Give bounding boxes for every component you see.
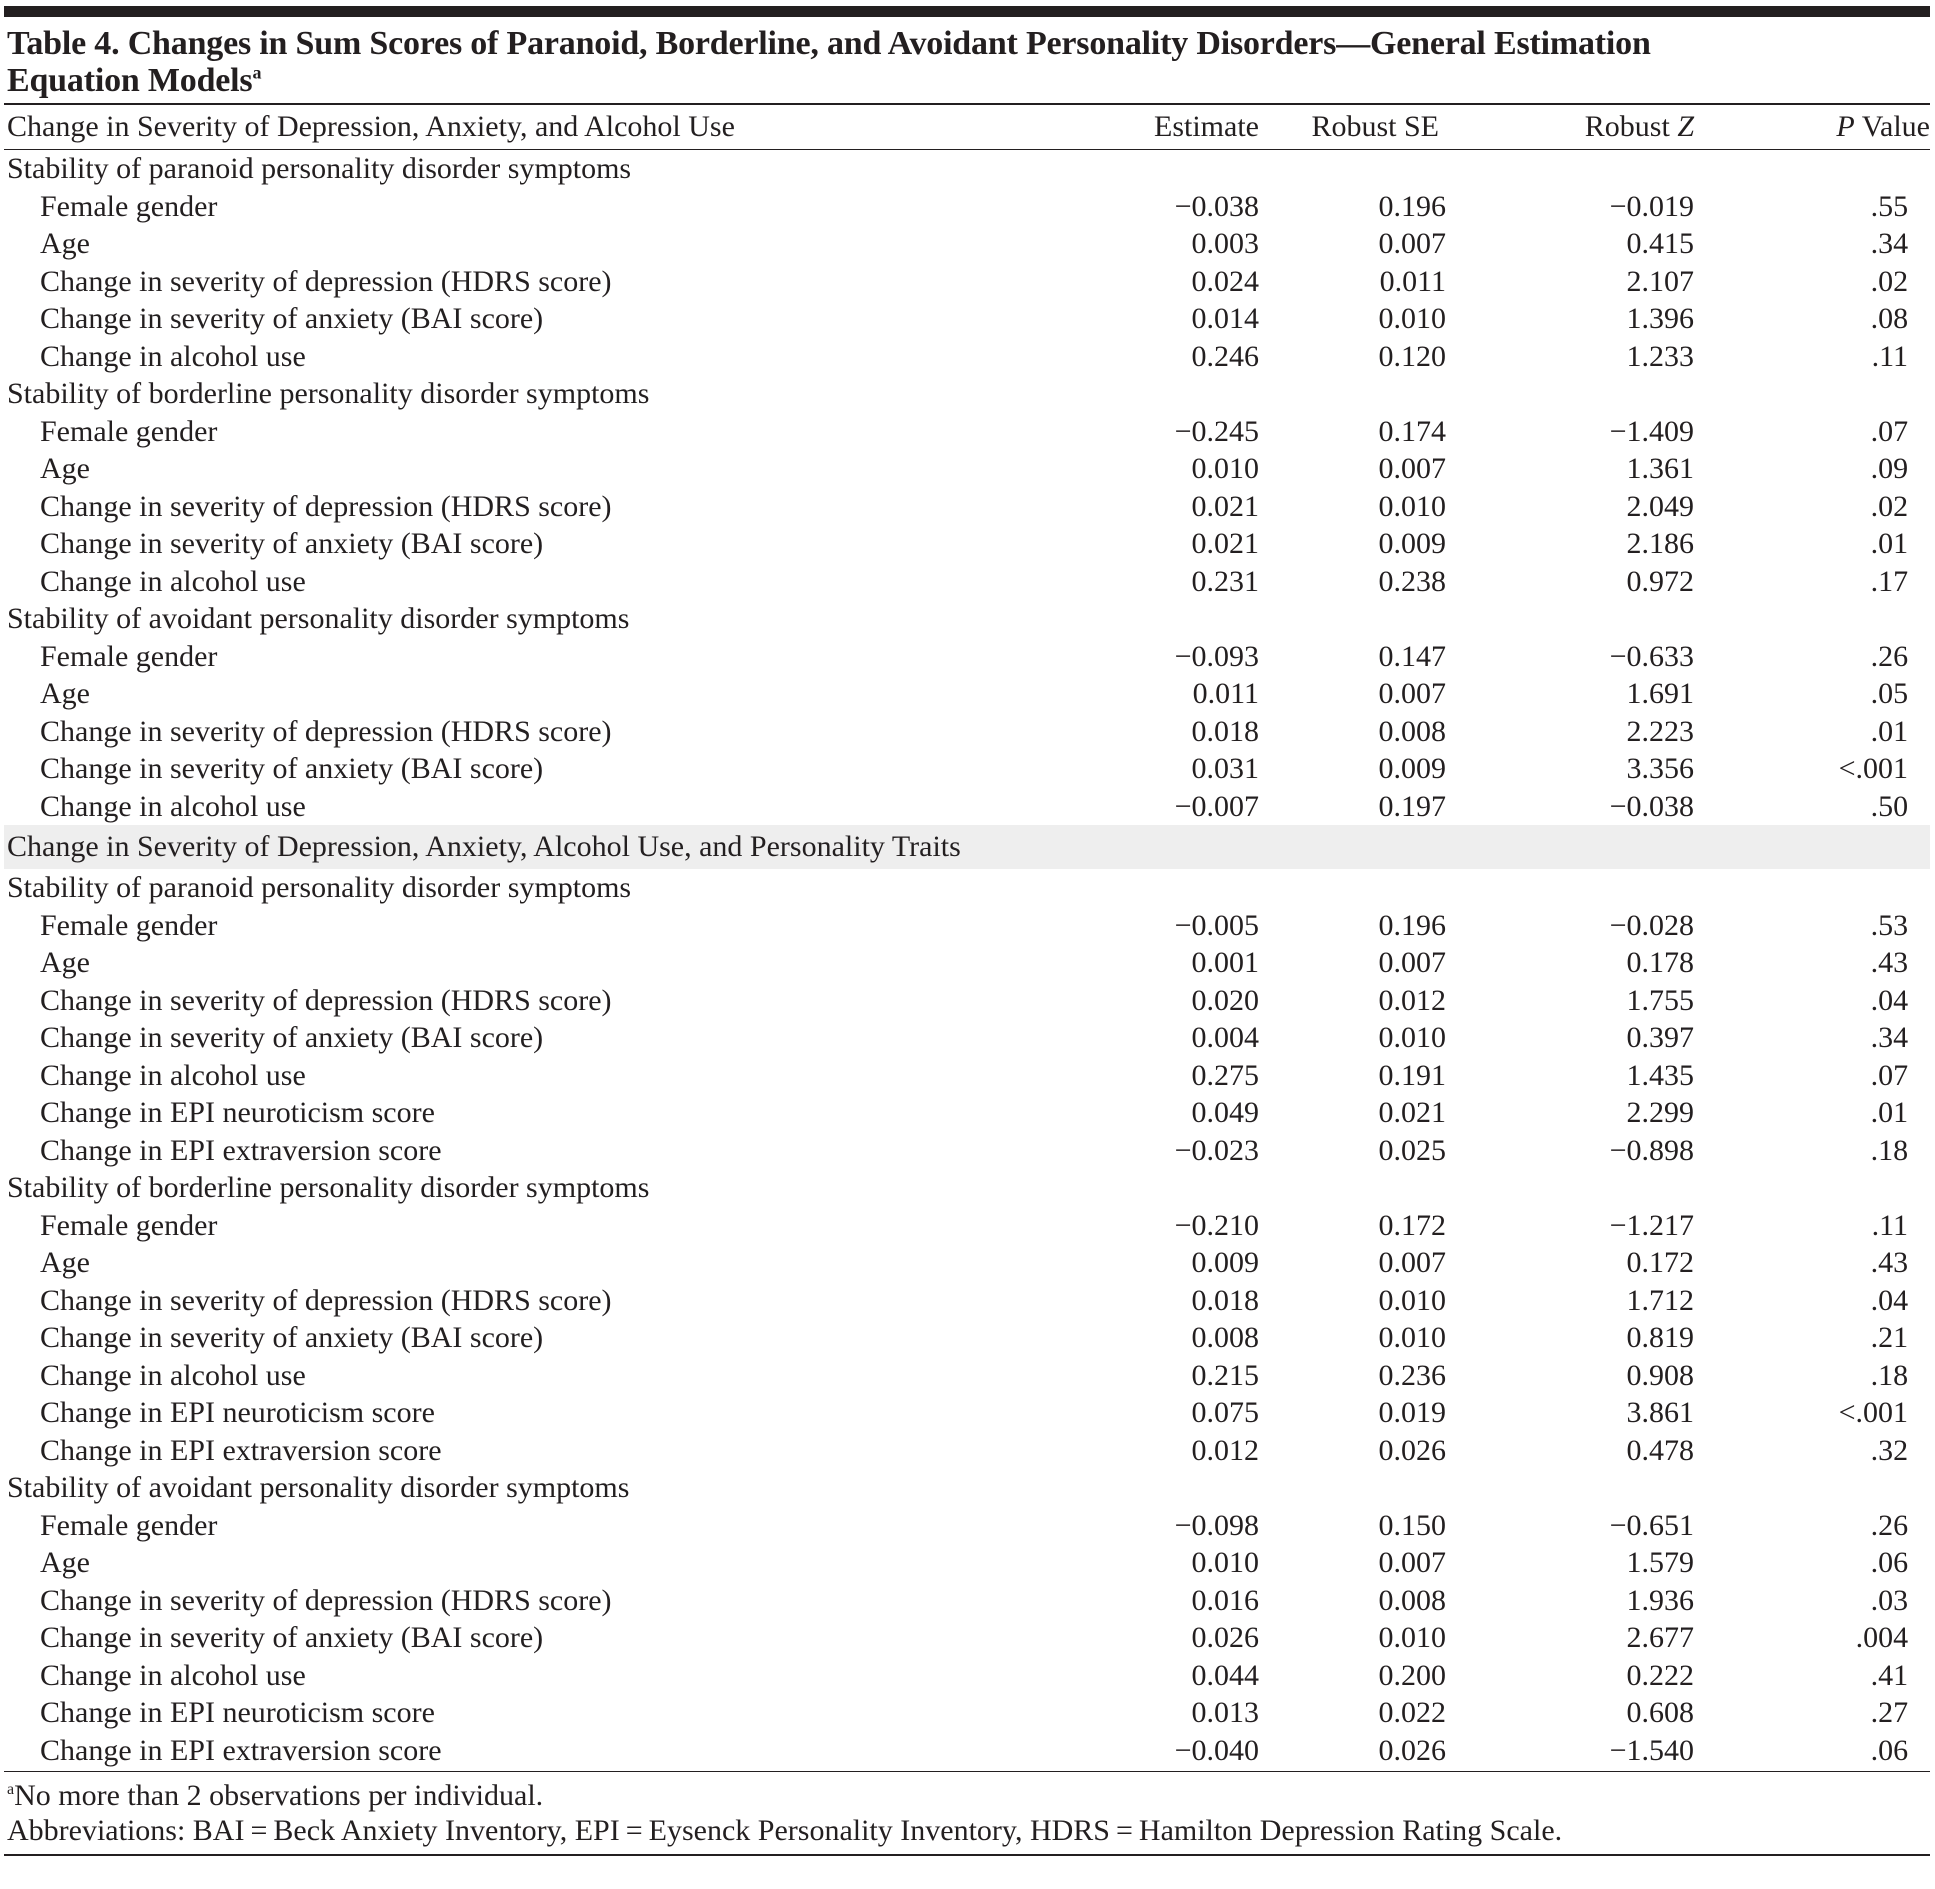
robust-se-cell: 0.200 bbox=[1378, 1658, 1446, 1692]
row-label: Change in alcohol use bbox=[40, 1658, 306, 1692]
estimate-cell: 0.021 bbox=[1191, 527, 1259, 560]
footnote-a: $^a$No more than 2 observations per individual. bbox=[7, 1779, 544, 1812]
robust-se-cell: 0.012 bbox=[1378, 983, 1446, 1017]
table-row bbox=[4, 675, 1930, 713]
robust-z-cell: −1.217 bbox=[1609, 1208, 1694, 1242]
robust-se-cell: 0.196 bbox=[1378, 908, 1446, 942]
estimate-cell: 0.231 bbox=[1191, 564, 1259, 598]
robust-se-cell: 0.007 bbox=[1378, 1546, 1446, 1579]
row-label: Age bbox=[40, 1246, 90, 1279]
estimate-cell: 0.011 bbox=[1192, 677, 1259, 710]
table-row bbox=[4, 788, 1930, 826]
robust-z-cell: 2.049 bbox=[1626, 489, 1694, 523]
p-value-cell: .07 bbox=[1870, 1058, 1909, 1092]
row-label: Female gender bbox=[40, 1208, 218, 1242]
table-row bbox=[4, 1619, 1930, 1657]
p-value-cell: .01 bbox=[1870, 527, 1909, 560]
robust-se-cell: 0.197 bbox=[1378, 789, 1446, 823]
row-label: Change in EPI neuroticism score bbox=[40, 1396, 435, 1429]
robust-z-cell: 0.172 bbox=[1626, 1246, 1694, 1279]
bottom-rule bbox=[4, 1854, 1930, 1856]
row-label: Age bbox=[40, 227, 90, 260]
table-row bbox=[4, 1432, 1930, 1470]
section-title: Stability of borderline personality disorder symptoms bbox=[7, 377, 650, 410]
estimate-cell: 0.246 bbox=[1191, 339, 1259, 373]
p-value-cell: .01 bbox=[1870, 714, 1909, 748]
robust-z-cell: 1.579 bbox=[1626, 1546, 1694, 1579]
robust-se-cell: 0.191 bbox=[1378, 1058, 1446, 1092]
robust-z-cell: −0.019 bbox=[1609, 189, 1694, 223]
p-value-cell: .34 bbox=[1870, 227, 1909, 260]
p-value-cell: .34 bbox=[1870, 1021, 1909, 1054]
estimate-cell: 0.026 bbox=[1191, 1621, 1259, 1654]
p-value-cell: <.001 bbox=[1838, 1396, 1909, 1429]
row-label: Change in severity of anxiety (BAI score) bbox=[40, 527, 544, 560]
column-header-robust-z: Robust Z bbox=[1584, 110, 1694, 143]
footnotes bbox=[7, 1778, 1930, 1848]
title-footnote-marker: a bbox=[252, 62, 262, 83]
table-row bbox=[4, 1244, 1930, 1282]
robust-z-cell: 0.478 bbox=[1626, 1433, 1694, 1467]
robust-z-cell: 3.861 bbox=[1626, 1396, 1694, 1429]
robust-se-cell: 0.008 bbox=[1378, 714, 1446, 748]
table-row bbox=[4, 1394, 1930, 1432]
robust-z-cell: −1.409 bbox=[1609, 414, 1694, 448]
row-label: Female gender bbox=[40, 414, 218, 448]
table-row bbox=[4, 563, 1930, 601]
estimate-cell: 0.075 bbox=[1191, 1396, 1259, 1429]
estimate-cell: 0.018 bbox=[1191, 1283, 1259, 1317]
robust-z-cell: 2.299 bbox=[1626, 1096, 1694, 1129]
robust-se-cell: 0.021 bbox=[1378, 1096, 1446, 1129]
p-value-cell: .26 bbox=[1870, 1508, 1909, 1542]
p-value-cell: .05 bbox=[1870, 677, 1909, 710]
table-row bbox=[4, 188, 1930, 226]
table-figure bbox=[4, 0, 1930, 1856]
table-row bbox=[4, 1582, 1930, 1620]
row-label: Change in alcohol use bbox=[40, 339, 306, 373]
robust-se-cell: 0.025 bbox=[1378, 1133, 1446, 1167]
robust-se-cell: 0.196 bbox=[1378, 189, 1446, 223]
robust-se-cell: 0.172 bbox=[1378, 1208, 1446, 1242]
section-title: Stability of borderline personality disorder symptoms bbox=[7, 1171, 650, 1204]
column-header-row bbox=[4, 105, 1930, 149]
row-label: Change in severity of depression (HDRS score) bbox=[40, 983, 612, 1017]
section-header-row bbox=[4, 600, 1930, 638]
row-label: Change in severity of anxiety (BAI score) bbox=[40, 752, 544, 785]
section-title: Stability of paranoid personality disorder symptoms bbox=[7, 871, 632, 904]
table-row bbox=[4, 300, 1930, 338]
estimate-cell: 0.016 bbox=[1191, 1583, 1259, 1617]
robust-se-cell: 0.120 bbox=[1378, 339, 1446, 373]
p-value-cell: .43 bbox=[1870, 1246, 1909, 1279]
row-label: Change in severity of anxiety (BAI score) bbox=[40, 1321, 544, 1354]
robust-se-cell: 0.010 bbox=[1378, 1321, 1446, 1354]
table-title bbox=[7, 25, 1930, 99]
table-row bbox=[4, 1019, 1930, 1057]
robust-se-cell: 0.147 bbox=[1378, 639, 1446, 673]
robust-z-cell: 0.397 bbox=[1626, 1021, 1694, 1054]
estimate-cell: −0.245 bbox=[1174, 414, 1259, 448]
table-row bbox=[4, 1544, 1930, 1582]
p-value-cell: .07 bbox=[1870, 414, 1909, 448]
p-value-cell: .53 bbox=[1870, 908, 1909, 942]
row-label: Female gender bbox=[40, 1508, 218, 1542]
p-value-cell: .06 bbox=[1870, 1733, 1909, 1767]
table-row bbox=[4, 750, 1930, 788]
estimate-cell: −0.038 bbox=[1174, 189, 1259, 223]
row-label: Change in EPI extraversion score bbox=[40, 1133, 442, 1167]
robust-z-cell: −0.038 bbox=[1609, 789, 1694, 823]
robust-se-cell: 0.007 bbox=[1378, 946, 1446, 979]
table-row bbox=[4, 1694, 1930, 1732]
table-row bbox=[4, 1132, 1930, 1170]
robust-se-cell: 0.007 bbox=[1378, 1246, 1446, 1279]
robust-z-cell: 0.222 bbox=[1626, 1658, 1694, 1692]
estimate-cell: 0.024 bbox=[1191, 264, 1259, 298]
table-row bbox=[4, 450, 1930, 488]
estimate-cell: 0.021 bbox=[1191, 489, 1259, 523]
table-row bbox=[4, 225, 1930, 263]
table-row bbox=[4, 1207, 1930, 1245]
robust-se-cell: 0.009 bbox=[1378, 527, 1446, 560]
table-row bbox=[4, 488, 1930, 526]
p-value-cell: .21 bbox=[1870, 1321, 1909, 1354]
p-value-cell: .04 bbox=[1870, 1283, 1909, 1317]
robust-se-cell: 0.174 bbox=[1378, 414, 1446, 448]
estimate-cell: 0.009 bbox=[1191, 1246, 1259, 1279]
estimate-cell: −0.005 bbox=[1174, 908, 1259, 942]
estimate-cell: 0.215 bbox=[1191, 1358, 1259, 1392]
robust-z-cell: 1.435 bbox=[1626, 1058, 1694, 1092]
robust-se-cell: 0.011 bbox=[1379, 264, 1446, 298]
p-value-cell: .11 bbox=[1871, 1208, 1909, 1242]
section-header-row bbox=[4, 869, 1930, 907]
panel-2-table bbox=[4, 869, 1930, 1769]
p-value-cell: <.001 bbox=[1838, 752, 1909, 785]
estimate-cell: −0.040 bbox=[1174, 1733, 1259, 1767]
row-label: Female gender bbox=[40, 639, 218, 673]
table-row bbox=[4, 263, 1930, 301]
row-label: Change in severity of depression (HDRS score) bbox=[40, 1583, 612, 1617]
robust-z-cell: 2.186 bbox=[1626, 527, 1694, 560]
section-title: Stability of avoidant personality disorder symptoms bbox=[7, 1471, 630, 1504]
estimate-cell: 0.014 bbox=[1191, 302, 1259, 335]
row-label: Change in severity of depression (HDRS score) bbox=[40, 489, 612, 523]
robust-z-cell: 0.819 bbox=[1626, 1321, 1694, 1354]
row-label: Change in severity of anxiety (BAI score) bbox=[40, 1021, 544, 1054]
p-value-cell: .11 bbox=[1871, 339, 1909, 373]
row-label: Change in severity of depression (HDRS score) bbox=[40, 264, 612, 298]
table-row bbox=[4, 525, 1930, 563]
robust-z-cell: 0.972 bbox=[1626, 564, 1694, 598]
robust-z-cell: −0.898 bbox=[1609, 1133, 1694, 1167]
p-value-cell: .08 bbox=[1870, 302, 1909, 335]
estimate-cell: 0.001 bbox=[1191, 946, 1259, 979]
table-row bbox=[4, 1357, 1930, 1395]
estimate-cell: 0.018 bbox=[1191, 714, 1259, 748]
p-value-cell: .32 bbox=[1870, 1433, 1909, 1467]
estimate-cell: 0.044 bbox=[1191, 1658, 1259, 1692]
robust-z-cell: 1.396 bbox=[1626, 302, 1694, 335]
p-value-cell: .43 bbox=[1870, 946, 1909, 979]
table-row bbox=[4, 1657, 1930, 1695]
table-row bbox=[4, 944, 1930, 982]
p-value-cell: .18 bbox=[1870, 1133, 1909, 1167]
table-row bbox=[4, 413, 1930, 451]
robust-se-cell: 0.010 bbox=[1378, 1621, 1446, 1654]
p-value-cell: .09 bbox=[1870, 452, 1909, 485]
table-row bbox=[4, 713, 1930, 751]
row-label: Change in alcohol use bbox=[40, 789, 306, 823]
column-header-estimate: Estimate bbox=[1154, 110, 1259, 143]
p-value-cell: .55 bbox=[1870, 189, 1909, 223]
robust-se-cell: 0.009 bbox=[1378, 752, 1446, 785]
robust-z-cell: −0.633 bbox=[1609, 639, 1694, 673]
table-row bbox=[4, 1282, 1930, 1320]
table-row bbox=[4, 1732, 1930, 1770]
section-title: Stability of avoidant personality disorder symptoms bbox=[7, 602, 630, 635]
robust-se-cell: 0.026 bbox=[1378, 1733, 1446, 1767]
table-row bbox=[4, 638, 1930, 676]
top-rule bbox=[4, 6, 1930, 17]
row-label: Change in severity of depression (HDRS score) bbox=[40, 714, 612, 748]
robust-se-cell: 0.150 bbox=[1378, 1508, 1446, 1542]
row-label: Age bbox=[40, 1546, 90, 1579]
row-label: Female gender bbox=[40, 189, 218, 223]
robust-se-cell: 0.008 bbox=[1378, 1583, 1446, 1617]
row-label: Change in EPI extraversion score bbox=[40, 1733, 442, 1767]
robust-se-cell: 0.026 bbox=[1378, 1433, 1446, 1467]
robust-z-cell: 0.415 bbox=[1626, 227, 1694, 260]
table-row bbox=[4, 1094, 1930, 1132]
robust-se-cell: 0.019 bbox=[1378, 1396, 1446, 1429]
robust-z-cell: −0.651 bbox=[1609, 1508, 1694, 1542]
robust-z-cell: 1.361 bbox=[1626, 452, 1694, 485]
p-value-cell: .17 bbox=[1870, 564, 1909, 598]
estimate-cell: 0.275 bbox=[1191, 1058, 1259, 1092]
row-label: Age bbox=[40, 946, 90, 979]
robust-se-cell: 0.007 bbox=[1378, 227, 1446, 260]
row-label: Change in severity of anxiety (BAI score) bbox=[40, 1621, 544, 1654]
robust-se-cell: 0.010 bbox=[1378, 489, 1446, 523]
section-title: Stability of paranoid personality disorder symptoms bbox=[7, 152, 632, 185]
estimate-cell: −0.093 bbox=[1174, 639, 1259, 673]
p-value-cell: .50 bbox=[1870, 789, 1909, 823]
abbreviations-note: Abbreviations: BAI = Beck Anxiety Inventory, EPI = Eysenck Personality Inventory, HDRS = Hamilton Depression Rating Scale. bbox=[7, 1814, 1563, 1847]
table-row bbox=[4, 1057, 1930, 1095]
column-header-p-value: P Value bbox=[1836, 110, 1930, 143]
estimate-cell: −0.210 bbox=[1174, 1208, 1259, 1242]
estimate-cell: −0.007 bbox=[1174, 789, 1259, 823]
estimate-cell: 0.049 bbox=[1191, 1096, 1259, 1129]
robust-se-cell: 0.010 bbox=[1378, 302, 1446, 335]
robust-z-cell: −0.028 bbox=[1609, 908, 1694, 942]
p-value-cell: .02 bbox=[1870, 489, 1909, 523]
estimate-cell: 0.008 bbox=[1191, 1321, 1259, 1354]
section-header-row bbox=[4, 150, 1930, 188]
title-line-2: Equation Models bbox=[7, 62, 253, 99]
row-label: Age bbox=[40, 452, 90, 485]
column-header-label: Change in Severity of Depression, Anxiety, and Alcohol Use bbox=[7, 110, 735, 143]
p-value-cell: .41 bbox=[1870, 1658, 1909, 1692]
robust-se-cell: 0.010 bbox=[1378, 1021, 1446, 1054]
table-row bbox=[4, 338, 1930, 376]
robust-z-cell: 3.356 bbox=[1626, 752, 1694, 785]
section-header-row bbox=[4, 1469, 1930, 1507]
robust-z-cell: −1.540 bbox=[1609, 1733, 1694, 1767]
row-label: Female gender bbox=[40, 908, 218, 942]
estimate-cell: 0.010 bbox=[1191, 452, 1259, 485]
row-label: Change in severity of anxiety (BAI score) bbox=[40, 302, 544, 335]
estimate-cell: 0.004 bbox=[1191, 1021, 1259, 1054]
robust-z-cell: 1.691 bbox=[1626, 677, 1694, 710]
p-value-cell: .03 bbox=[1870, 1583, 1909, 1617]
estimate-cell: 0.003 bbox=[1191, 227, 1259, 260]
row-label: Change in alcohol use bbox=[40, 1058, 306, 1092]
robust-z-cell: 2.677 bbox=[1626, 1621, 1694, 1654]
row-label: Change in severity of depression (HDRS score) bbox=[40, 1283, 612, 1317]
p-value-cell: .04 bbox=[1870, 983, 1909, 1017]
p-value-cell: .06 bbox=[1870, 1546, 1909, 1579]
title-line-1: Table 4. Changes in Sum Scores of Paranoid, Borderline, and Avoidant Personality Disorders—General Estimation bbox=[7, 25, 1651, 62]
p-value-cell: .26 bbox=[1870, 639, 1909, 673]
robust-z-cell: 1.936 bbox=[1626, 1583, 1694, 1617]
table-row bbox=[4, 907, 1930, 945]
section-header-row bbox=[4, 1169, 1930, 1207]
robust-se-cell: 0.007 bbox=[1378, 452, 1446, 485]
robust-z-cell: 2.223 bbox=[1626, 714, 1694, 748]
robust-z-cell: 0.608 bbox=[1626, 1696, 1694, 1729]
panel-2-header-row bbox=[4, 825, 1930, 869]
robust-se-cell: 0.010 bbox=[1378, 1283, 1446, 1317]
estimate-cell: 0.012 bbox=[1191, 1433, 1259, 1467]
p-value-cell: .004 bbox=[1855, 1621, 1909, 1654]
p-value-cell: .02 bbox=[1870, 264, 1909, 298]
table-bottom-rule bbox=[4, 1771, 1930, 1772]
robust-se-cell: 0.236 bbox=[1378, 1358, 1446, 1392]
robust-z-cell: 1.233 bbox=[1626, 339, 1694, 373]
estimate-cell: 0.010 bbox=[1191, 1546, 1259, 1579]
row-label: Change in EPI neuroticism score bbox=[40, 1696, 435, 1729]
row-label: Change in EPI extraversion score bbox=[40, 1433, 442, 1467]
row-label: Change in alcohol use bbox=[40, 1358, 306, 1392]
panel-2-header-table bbox=[4, 825, 1930, 869]
estimate-cell: 0.013 bbox=[1191, 1696, 1259, 1729]
estimate-cell: 0.020 bbox=[1191, 983, 1259, 1017]
estimate-cell: −0.098 bbox=[1174, 1508, 1259, 1542]
robust-z-cell: 1.712 bbox=[1626, 1283, 1694, 1317]
panel-2-header: Change in Severity of Depression, Anxiety, Alcohol Use, and Personality Traits bbox=[4, 825, 1930, 869]
robust-z-cell: 1.755 bbox=[1626, 983, 1694, 1017]
panel-1-table bbox=[4, 150, 1930, 825]
header-table bbox=[4, 105, 1930, 149]
row-label: Change in EPI neuroticism score bbox=[40, 1096, 435, 1129]
table-row bbox=[4, 1319, 1930, 1357]
estimate-cell: 0.031 bbox=[1191, 752, 1259, 785]
table-row bbox=[4, 1507, 1930, 1545]
p-value-cell: .01 bbox=[1870, 1096, 1909, 1129]
row-label: Age bbox=[40, 677, 90, 710]
robust-z-cell: 0.178 bbox=[1626, 946, 1694, 979]
p-value-cell: .27 bbox=[1870, 1696, 1909, 1729]
robust-se-cell: 0.238 bbox=[1378, 564, 1446, 598]
robust-z-cell: 2.107 bbox=[1626, 264, 1694, 298]
p-value-cell: .18 bbox=[1870, 1358, 1909, 1392]
table-row bbox=[4, 982, 1930, 1020]
estimate-cell: −0.023 bbox=[1174, 1133, 1259, 1167]
robust-z-cell: 0.908 bbox=[1626, 1358, 1694, 1392]
robust-se-cell: 0.022 bbox=[1378, 1696, 1446, 1729]
column-header-robust-se: Robust SE bbox=[1311, 110, 1439, 143]
section-header-row bbox=[4, 375, 1930, 413]
robust-se-cell: 0.007 bbox=[1378, 677, 1446, 710]
row-label: Change in alcohol use bbox=[40, 564, 306, 598]
